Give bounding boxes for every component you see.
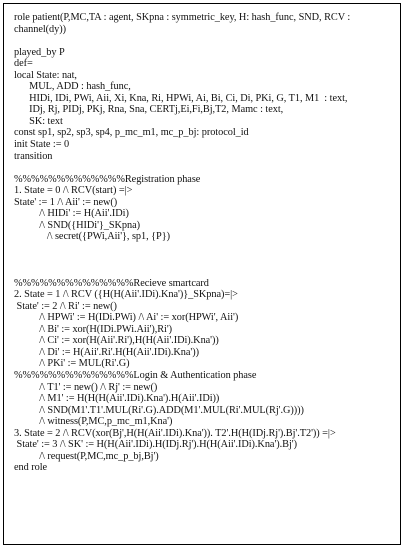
code-line: %%%%%%%%%%%%%Registration phase — [14, 173, 201, 185]
code-line: transition — [14, 150, 53, 162]
code-line: /\ Bi' := xor(H(IDi.PWi.Aii'),Ri') — [14, 323, 173, 335]
code-line: played_by P — [14, 46, 65, 58]
code-line: %%%%%%%%%%%%%%Recieve smartcard — [14, 277, 209, 289]
code-line: %%%%%%%%%%%%%%Login & Authentication phase — [14, 369, 257, 381]
code-line: /\ SND(M1'.T1'.MUL(Ri'.G).ADD(M1'.MUL(Ri'.MUL(Rj'.G)))) — [14, 404, 304, 416]
code-line: /\ T1' := new() /\ Rj' := new() — [14, 381, 158, 393]
code-listing-frame — [3, 3, 401, 545]
hlpsl-code-block — [14, 12, 396, 474]
code-line: State' := 1 /\ Aii' := new() — [14, 196, 118, 208]
code-line: /\ PKi' := MUL(Ri'.G) — [14, 358, 130, 370]
code-line: /\ request(P,MC,mc_p_bj,Bj') — [14, 450, 159, 462]
code-line — [14, 162, 396, 174]
code-line: /\ HIDi' := H(Aii'.IDi) — [14, 208, 129, 220]
code-line: /\ HPWi' := H(IDi.PWi) /\ Ai' := xor(HPWi', Aii') — [14, 312, 239, 324]
code-line: State' := 3 /\ SK' := H(H(Aii'.IDi).H(IDj.Rj').H(H(Aii'.IDi).Kna').Bj') — [14, 439, 297, 451]
code-line: SK: text — [14, 115, 63, 127]
code-line — [14, 266, 396, 278]
code-line: 2. State = 1 /\ RCV ({H(H(Aii'.IDi).Kna')}_SKpna)=|> — [14, 289, 238, 301]
code-line: /\ Ci' := xor(H(Aii'.Ri'),H(H(Aii'.IDi).Kna')) — [14, 335, 219, 347]
code-line: /\ secret({PWi,Aii'}, sp1, {P}) — [14, 231, 171, 243]
code-line: def= — [14, 58, 33, 70]
code-line: 3. State = 2 /\ RCV(xor(Bj',H(H(Aii'.IDi).Kna')). T2'.H(H(IDj.Rj').Bj'.T2')) =|> — [14, 427, 336, 439]
code-line: /\ witness(P,MC,p_mc_m1,Kna') — [14, 416, 173, 428]
code-line: const sp1, sp2, sp3, sp4, p_mc_m1, mc_p_bj: protocol_id — [14, 127, 249, 139]
code-line: end role — [14, 462, 48, 474]
code-line — [14, 35, 396, 47]
code-line: /\ M1' := H(H(H(Aii'.IDi).Kna').H(Aii'.IDi)) — [14, 393, 220, 405]
code-line: HIDi, IDi, PWi, Aii, Xi, Kna, Ri, HPWi, Ai, Bi, Ci, Di, PKi, G, T1, M1 : text, — [14, 92, 348, 104]
code-line — [14, 243, 396, 255]
code-line: channel(dy)) — [14, 23, 67, 35]
code-line: /\ Di' := H(Aii'.Ri'.H(H(Aii'.IDi).Kna')) — [14, 346, 199, 358]
code-line: State' := 2 /\ Ri' := new() — [14, 300, 117, 312]
code-line: /\ SND({HIDi'}_SKpna) — [14, 219, 141, 231]
code-line: 1. State = 0 /\ RCV(start) =|> — [14, 185, 133, 197]
code-line: IDj, Rj, PIDj, PKj, Rna, Sna, CERTj,Ei,Fi,Bj,T2, Mamc : text, — [14, 104, 284, 116]
code-line: local State: nat, — [14, 69, 77, 81]
code-line: role patient(P,MC,TA : agent, SKpna : symmetric_key, H: hash_func, SND, RCV : — [14, 12, 351, 23]
code-line — [14, 254, 396, 266]
code-line: init State := 0 — [14, 139, 70, 151]
code-line: MUL, ADD : hash_func, — [14, 81, 131, 93]
